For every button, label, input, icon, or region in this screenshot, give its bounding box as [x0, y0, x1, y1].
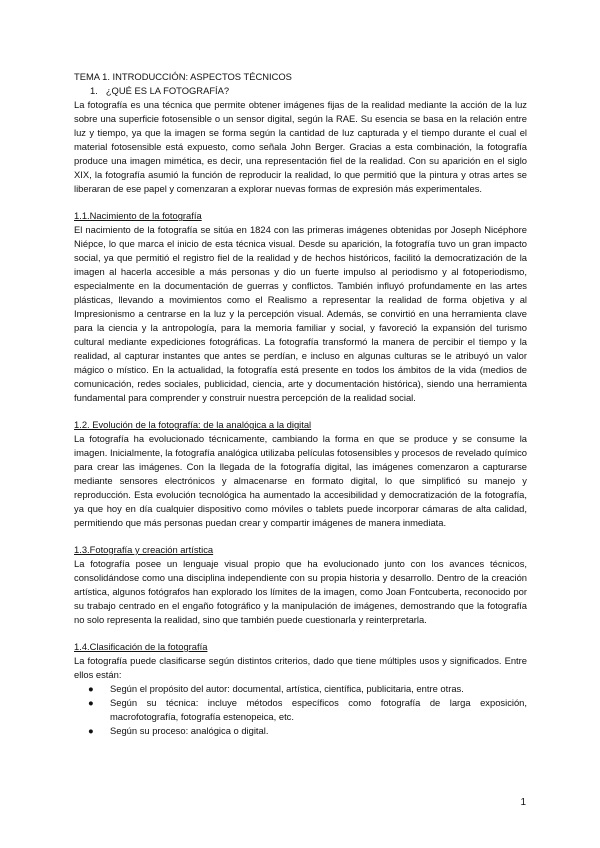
section-heading: 1.3.Fotografía y creación artística	[74, 544, 214, 555]
list-item	[88, 724, 527, 738]
section-evolucion	[74, 418, 527, 530]
section-creacion-artistica	[74, 543, 527, 627]
section-paragraph: El nacimiento de la fotografía se sitúa en 1824 con las primeras imágenes obtenidas por Joseph Nicéphore Niépce, lo que marca el inicio de esta técnica visual. Desde su aparición, la fotografía tuvo un gran impacto social, ya que permitió el registro fiel de la realidad y de hechos históricos, facilitó la democratización de la imagen al hacerla accesible a más personas y dio un fuerte impulso al periodismo y al fotoperiodismo, especialmente en la documentación de guerras y conflictos. También influyó profundamente en las artes plásticas, llevando a movimientos como el Realismo a representar la realidad de forma objetiva y al Impresionismo a centrarse en la luz y la percepción visual. Además, se convirtió en una herramienta clave para la ciencia y la antropología, para la memoria familiar y social, y favoreció la expansión del turismo cultural mediante expediciones fotográficas. La fotografía transformó la manera de percibir el tiempo y la realidad, al capturar instantes que antes se perdían, e incluso en algunas culturas se le atribuyó un valor mágico o místico. En la actualidad, la fotografía está presente en todos los ámbitos de la vida (medios de comunicación, redes sociales, publicidad, ciencia, arte y documentación histórica), siendo una herramienta fundamental para comprender y construir nuestra percepción de la realidad social.	[74, 224, 527, 403]
section-paragraph: La fotografía ha evolucionado técnicamente, cambiando la forma en que se produce y se consume la imagen. Inicialmente, la fotografía analógica utilizaba películas fotosensibles y procesos de revelado químico para crear las imágenes. Con la llegada de la fotografía digital, las imágenes comenzaron a capturarse mediante sensores electrónicos y almacenarse en formato digital, lo que simplificó su manejo y reproducción. Esta evolución tecnológica ha aumentado la accesibilidad y democratización de la fotografía, ya que hoy en día cualquier dispositivo como móviles o tablets puede incorporar cámaras de alta calidad, permitiendo que más personas puedan crear y compartir imágenes de manera inmediata.	[74, 433, 527, 528]
bullet-icon: ●	[88, 683, 94, 694]
section-nacimiento	[74, 209, 527, 405]
list-item-text: Según su técnica: incluye métodos específicos como fotografía de larga exposición, macrofotografía, fotografía estenopeica, etc.	[110, 697, 527, 722]
page-number: 1	[520, 797, 526, 808]
bullet-icon: ●	[88, 697, 94, 708]
list-item	[88, 696, 527, 724]
classification-list	[74, 682, 527, 738]
section-heading: 1.2. Evolución de la fotografía: de la analógica a la digital	[74, 419, 312, 430]
section-paragraph: La fotografía posee un lenguaje visual propio que ha evolucionado junto con los avances técnicos, consolidándose como una disciplina independiente con su propia historia y desarrollo. Dentro de la creación artística, algunos fotógrafos han explorado los límites de la imagen, como Joan Fontcuberta, reconocido por su trabajo centrado en el engaño fotográfico y la manipulación de imágenes, demostrando que la fotografía no solo representa la realidad, sino que también puede cuestionarla y reinterpretarla.	[74, 558, 527, 625]
bullet-icon: ●	[88, 725, 94, 736]
section-heading: 1.4.Clasificación de la fotografía	[74, 641, 208, 652]
list-item-text: Según su proceso: analógica o digital.	[110, 725, 269, 736]
document-title: TEMA 1. INTRODUCCIÓN: ASPECTOS TÉCNICOS	[74, 71, 292, 82]
document-page	[74, 70, 527, 738]
list-item-text: Según el propósito del autor: documental, artística, científica, publicitaria, entre otras.	[110, 683, 464, 694]
intro-paragraph: La fotografía es una técnica que permite obtener imágenes fijas de la realidad mediante la acción de la luz sobre una superficie fotosensible o un sensor digital, según la RAE. Su esencia se basa en la relación entre luz y tiempo, ya que la imagen se forma según la cantidad de luz capturada y el tiempo durante el cual el material fotosensible está expuesto, como señala John Berger. Gracias a esta combinación, la fotografía produce una imagen mimética, es decir, una representación fiel de la realidad. Con su aparición en el siglo XIX, la fotografía asumió la función de reproducir la realidad, lo que permitió que la pintura y otras artes se liberaran de ese papel y comenzaran a explorar nuevas formas de expresión más experimentales.	[74, 99, 527, 194]
list-item	[88, 682, 527, 696]
subheading-text: ¿QUÉ ES LA FOTOGRAFÍA?	[105, 85, 230, 96]
section-heading: 1.1.Nacimiento de la fotografía	[74, 210, 202, 221]
subheading-number: 1.	[90, 85, 98, 96]
subheading	[74, 84, 527, 98]
section-paragraph: La fotografía puede clasificarse según distintos criterios, dado que tiene múltiples usos y significados. Entre ellos están:	[74, 655, 527, 680]
section-clasificacion	[74, 640, 527, 738]
